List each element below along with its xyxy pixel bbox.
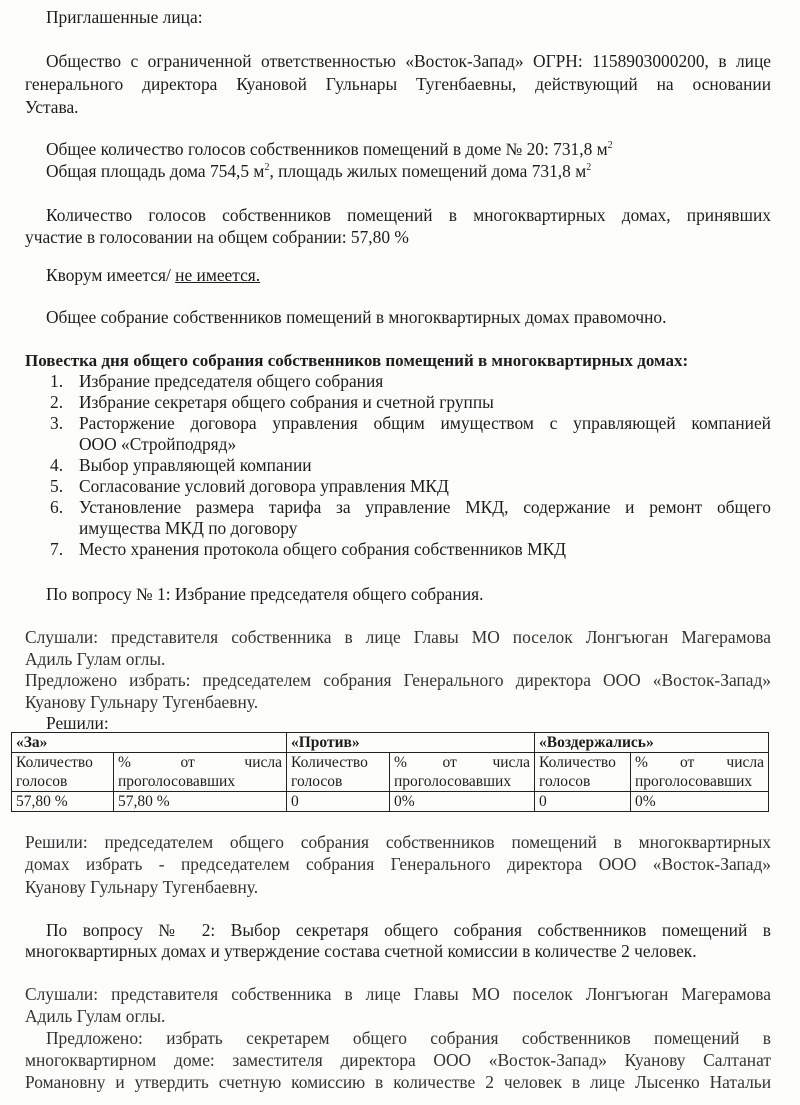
q1-proposed-line-2: Куанову Гульнару Тугенбаевну. [25,692,259,712]
q1-decision-line-2: домах избрать - председателем собрания Генерального директора ООО «Восток-Запад» [25,854,771,874]
col-pct-header: % от числа проголосовавших [390,753,535,792]
agenda-item-continuation: имущества МКД по договору [79,518,298,538]
votes-header-row [12,733,769,753]
agenda-item-text: Согласование условий договора управления МКД [79,476,449,496]
agenda-item-number: 6. [50,497,64,517]
q2-heard-line-1: Слушали: представителя собственника в лице Главы МО поселок Лонгъюган Магерамова [25,984,771,1004]
votes-total [46,138,792,160]
agenda-item-number: 4. [50,455,64,475]
agenda-item-text: Избрание председателя общего собрания [79,371,384,391]
agenda-item-text: Избрание секретаря общего собрания и счетной группы [79,392,494,412]
superscript-2: 2 [607,140,613,151]
q1-decided-label: Решили: [46,713,109,733]
invited-org-line-1: Общество с ограниченной ответственностью «Восток-Запад» ОГРН: 1158903000200, в лице [46,51,771,71]
q1-title: По вопросу № 1: Избрание председателя общего собрания. [46,584,484,604]
value-for-pct: 57,80 % [114,792,287,812]
value-abstained-count: 0 [535,792,631,812]
q1-heard-line-2: Адиль Гулам оглы. [25,649,166,669]
q2-title-line-1: По вопросу № 2: Выбор секретаря общего собрания собственников помещений в [46,920,771,940]
superscript-2: 2 [586,162,592,173]
agenda-item-number: 2. [50,392,64,412]
votes-total-text: Общее количество голосов собственников помещений в доме № 20: 731,8 м [46,139,608,159]
house-area-text-b: , площадь жилых помещений дома 731,8 м [269,161,587,181]
quorum-prefix: Кворум имеется/ [46,265,176,285]
agenda-heading: Повестка дня общего собрания собственников помещений в многоквартирных домах: [25,351,689,370]
q1-decision-line-1: Решили: председателем общего собрания собственников помещений в многоквартирных [25,832,771,852]
quorum-underlined: не имеется. [175,265,261,285]
agenda-item-number: 7. [50,539,64,559]
invited-heading: Приглашенные лица: [46,7,203,27]
participation-line-2: участие в голосовании на общем собрании: 57,80 % [25,227,409,247]
house-area [46,160,792,182]
col-pct-header: % от числа проголосовавших [631,753,769,792]
col-count-header: Количество голосов [535,753,631,792]
value-abstained-pct: 0% [631,792,769,812]
agenda-item-text: Место хранения протокола общего собрания собственников МКД [79,539,567,559]
q2-heard-line-2: Адиль Гулам оглы. [25,1006,166,1026]
agenda-item-number: 5. [50,476,64,496]
q1-proposed-line-1: Предложено избрать: председателем собрания Генерального директора ООО «Восток-Запад» [25,670,771,690]
agenda-item-continuation: ООО «Стройподряд» [79,434,237,454]
header-against: «Против» [287,733,535,753]
invited-org-line-2: генерального директора Куановой Гульнары Тугенбаевны, действующий на основании [25,74,771,94]
q1-heard-line-1: Слушали: представителя собственника в лице Главы МО поселок Лонгъюган Магерамова [25,627,771,647]
q2-proposed-line-2: многоквартирном доме: заместителя директора ООО «Восток-Запад» Куанову Салтанат [25,1050,771,1070]
q1-votes-table [11,732,769,812]
col-count-header: Количество голосов [12,753,114,792]
votes-subheader-row [12,753,769,792]
agenda-item-number: 3. [50,413,64,433]
value-against-count: 0 [287,792,390,812]
house-area-text-a: Общая площадь дома 754,5 м [46,161,265,181]
participation-line-1: Количество голосов собственников помещений в многоквартирных домах, принявших [46,205,771,225]
value-for-count: 57,80 % [12,792,114,812]
header-for: «За» [12,733,287,753]
col-count-header: Количество голосов [287,753,390,792]
q2-title-line-2: многоквартирных домах и утверждение состава счетной комиссии в количестве 2 человек. [25,941,697,961]
quorum-line [46,264,792,286]
invited-org-line-3: Устава. [25,97,79,117]
header-abstained: «Воздержались» [535,733,769,753]
agenda-item-number: 1. [50,371,64,391]
agenda-item-text: Расторжение договора управления общим имуществом с управляющей компанией [79,413,771,433]
superscript-2: 2 [264,162,270,173]
q2-proposed-line-1: Предложено: избрать секретарем общего собрания собственников помещений в [46,1028,771,1048]
agenda-item-text: Выбор управляющей компании [79,455,312,475]
q2-proposed-line-3: Романовну и утвердить счетную комиссию в количестве 2 человек в лице Лысенко Натальи [25,1072,771,1092]
agenda-item-text: Установление размера тарифа за управление МКД, содержание и ремонт общего [79,497,771,517]
q1-decision-line-3: Куанову Гульнару Тугенбаевну. [25,877,259,897]
votes-values-row [12,792,769,812]
value-against-pct: 0% [390,792,535,812]
competence-line: Общее собрание собственников помещений в многоквартирных домах правомочно. [46,307,667,327]
col-pct-header: % от числа проголосовавших [114,753,287,792]
